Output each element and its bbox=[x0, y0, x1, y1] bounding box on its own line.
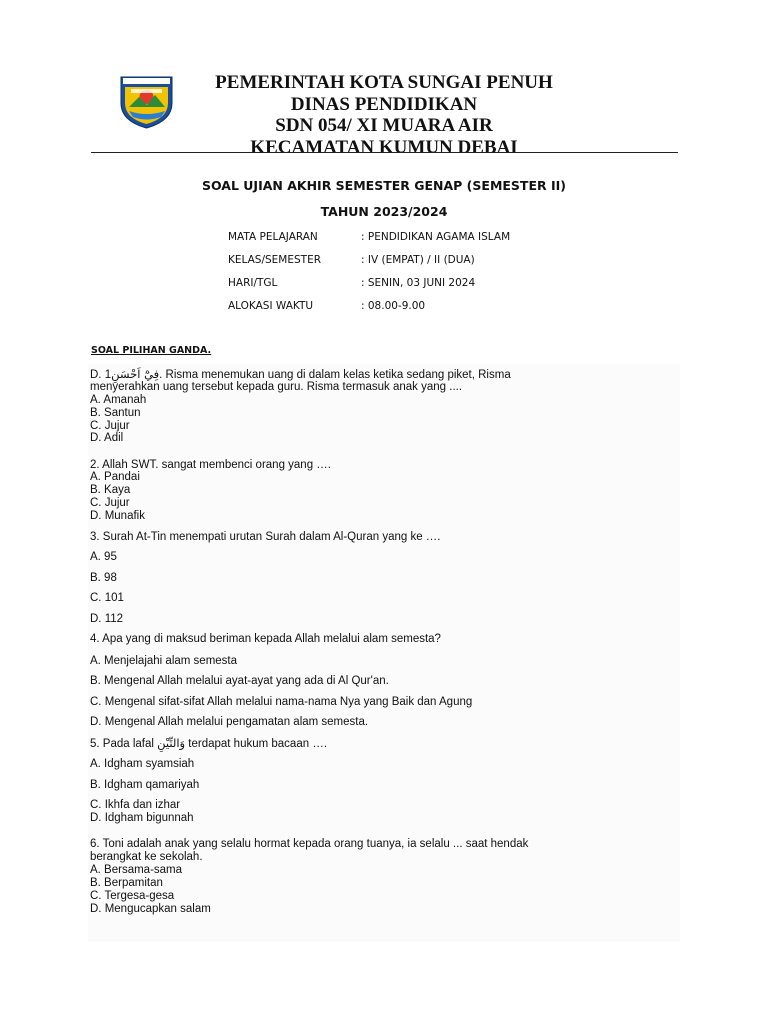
option: B. Berpamitan bbox=[90, 877, 163, 889]
letterhead bbox=[180, 72, 588, 158]
option: A. 95 bbox=[90, 551, 117, 563]
school-logo-emblem bbox=[117, 73, 176, 129]
option: A. Idgham syamsiah bbox=[90, 758, 195, 770]
question-text: . Risma menemukan uang di dalam kelas ketika sedang piket, Risma bbox=[159, 369, 511, 381]
option: C. Mengenal sifat-sifat Allah melalui nama-nama Nya yang Baik dan Agung bbox=[90, 696, 473, 708]
info-value: : IV (EMPAT) / II (DUA) bbox=[361, 254, 475, 266]
question-1-text-cont: menyerahkan uang tersebut kepada guru. Risma termasuk anak yang .... bbox=[90, 381, 463, 393]
question-3-text: 3. Surah At-Tin menempati urutan Surah dalam Al-Quran yang ke …. bbox=[90, 531, 441, 543]
option: A. Pandai bbox=[90, 471, 140, 483]
question-6-text: 6. Toni adalah anak yang selalu hormat kepada orang tuanya, ia selalu ... saat hendak bbox=[90, 838, 529, 850]
section-title: SOAL PILIHAN GANDA. bbox=[91, 345, 212, 356]
option: D. Adil bbox=[90, 432, 124, 444]
option: B. Mengenal Allah melalui ayat-ayat yang ada di Al Qur'an. bbox=[90, 675, 389, 687]
option: C. 101 bbox=[90, 592, 124, 604]
info-label: ALOKASI WAKTU bbox=[228, 300, 314, 312]
question-prefix: 5. Pada lafal bbox=[90, 738, 158, 750]
option: B. Idgham qamariyah bbox=[90, 779, 200, 791]
option: D. Mengucapkan salam bbox=[90, 903, 211, 915]
question-6-text-cont: berangkat ke sekolah. bbox=[90, 851, 203, 863]
letterhead-line-1: PEMERINTAH KOTA SUNGAI PENUH bbox=[215, 72, 553, 93]
question-1-text bbox=[90, 368, 511, 382]
letterhead-line-4: KECAMATAN KUMUN DEBAI bbox=[250, 136, 518, 158]
option: A. Amanah bbox=[90, 394, 147, 406]
info-label: KELAS/SEMESTER bbox=[228, 254, 321, 266]
option: C. Ikhfa dan izhar bbox=[90, 799, 181, 811]
arabic-text: فِيْٓ اَحْسَنِ bbox=[111, 367, 160, 381]
option: C. Jujur bbox=[90, 420, 130, 432]
letterhead-line-2: DINAS PENDIDIKAN bbox=[290, 93, 478, 115]
info-label: HARI/TGL bbox=[228, 277, 278, 289]
question-4-text: 4. Apa yang di maksud beriman kepada Allah melalui alam semesta? bbox=[90, 633, 441, 645]
option: B. 98 bbox=[90, 572, 117, 584]
option: A. Bersama-sama bbox=[90, 864, 183, 876]
info-label: MATA PELAJARAN bbox=[228, 231, 318, 243]
option: D. Idgham bigunnah bbox=[90, 812, 194, 824]
question-2-text: 2. Allah SWT. sangat membenci orang yang …. bbox=[90, 459, 331, 471]
option: C. Tergesa-gesa bbox=[90, 890, 175, 902]
option: B. Santun bbox=[90, 407, 141, 419]
info-value: : SENIN, 03 JUNI 2024 bbox=[361, 277, 476, 289]
letterhead-divider bbox=[91, 152, 678, 153]
info-value: : PENDIDIKAN AGAMA ISLAM bbox=[361, 231, 511, 243]
option: D. Mengenal Allah melalui pengamatan alam semesta. bbox=[90, 716, 369, 728]
question-prefix: D. 1 bbox=[90, 369, 112, 381]
question-text: terdapat hukum bacaan …. bbox=[185, 738, 328, 750]
option: D. 112 bbox=[90, 613, 124, 625]
exam-title: SOAL UJIAN AKHIR SEMESTER GENAP (SEMESTER II) bbox=[202, 178, 566, 193]
info-value: : 08.00-9.00 bbox=[361, 300, 426, 312]
question-5-text bbox=[90, 737, 327, 751]
option: B. Kaya bbox=[90, 484, 131, 496]
option: D. Munafik bbox=[90, 510, 145, 522]
option: C. Jujur bbox=[90, 497, 130, 509]
letterhead-line-3: SDN 054/ XI MUARA AIR bbox=[275, 115, 493, 136]
option: A. Menjelajahi alam semesta bbox=[90, 655, 238, 667]
exam-year: TAHUN 2023/2024 bbox=[320, 204, 448, 219]
arabic-text: وَالتِّيْنِ bbox=[157, 736, 186, 750]
